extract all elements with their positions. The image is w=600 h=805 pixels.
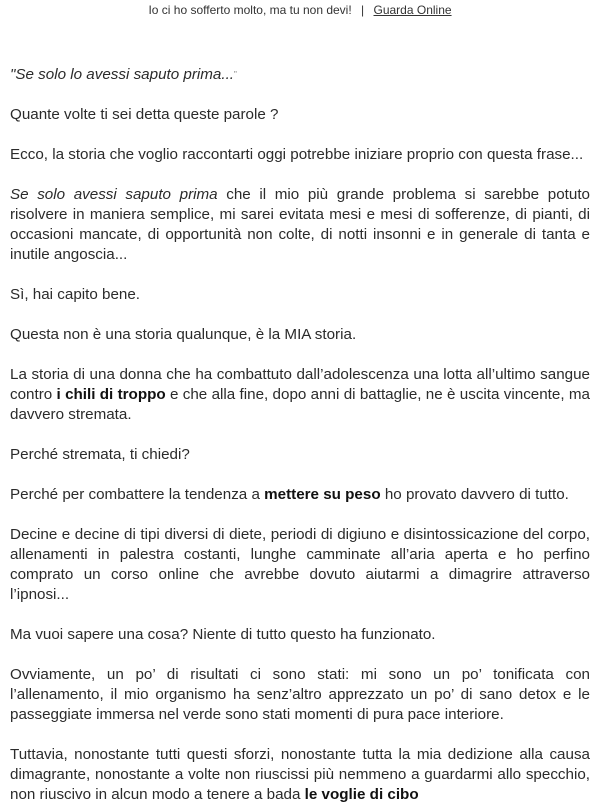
paragraph-if-only — [10, 185, 590, 265]
paragraph-my-story: Questa non è una storia qualunque, è la MIA storia. — [10, 326, 357, 343]
woman-story-part-1: La storia di una donna che ha combattuto dall’adolescenza una lotta all’ultimo sangue contro — [10, 366, 590, 403]
opening-quote — [10, 65, 590, 85]
paragraph-why-exhausted: Perché stremata, ti chiedi? — [10, 446, 190, 463]
paragraph-woman-story — [10, 365, 590, 425]
opening-quote-text: "Se solo lo avessi saputo prima... — [10, 66, 235, 83]
extra-kilos-bold: i chili di troppo — [56, 386, 166, 403]
despite-part-1: Tuttavia, nonostante tutti questi sforzi, nonostante tutta la mia dedizione alla causa dimagrante, nonostante a volte non riuscissi più nemmeno a guardarmi allo specchio, non riuscivo in alcun modo a tenere a bada — [10, 746, 590, 803]
paragraph-intro: Ecco, la storia che voglio raccontarti oggi potrebbe iniziare proprio con questa frase... — [10, 146, 584, 163]
if-only-emphasis: Se solo avessi saputo prima — [10, 186, 218, 203]
gain-weight-bold: mettere su peso — [264, 486, 381, 503]
paragraph-nothing-worked: Ma vuoi sapere una cosa? Niente di tutto questo ha funzionato. — [10, 626, 436, 643]
paragraph-understood: Sì, hai capito bene. — [10, 286, 141, 303]
paragraph-despite-efforts — [10, 745, 590, 805]
tried-part-1: Perché per combattere la tendenza a — [10, 486, 265, 503]
view-online-link[interactable]: Guarda Online — [373, 3, 452, 17]
paragraph-question: Quante volte ti sei detta queste parole ? — [10, 106, 279, 123]
opening-quote-mark: " — [234, 70, 237, 79]
paragraph-some-results: Ovviamente, un po’ di risultati ci sono stati: mi sono un po’ tonificata con l’allenamento, il mio organismo ha senz’altro apprezzato un po’ di sano detox e le passeggiate immersa nel verde sono stati momenti di pura pace interiore. — [10, 666, 590, 723]
woman-story-part-2: e che alla fine, dopo anni di battaglie, ne è uscita vincente, ma davvero stremata. — [10, 386, 590, 423]
tried-part-2: ho provato davvero di tutto. — [380, 486, 569, 503]
preheader-bar — [0, 0, 600, 22]
food-cravings-bold: le voglie di cibo — [304, 786, 419, 803]
paragraph-diets-list: Decine e decine di tipi diversi di diete, periodi di digiuno e disintossicazione del corpo, allenamenti in palestra costanti, lunghe camminate all’aria aperta e ho perfino comprato un corso online che avrebbe dovuto aiutarmi a dimagrire attraverso l’ipnosi... — [10, 526, 590, 603]
if-only-rest: che il mio più grande problema si sarebbe potuto risolvere in maniera semplice, mi sarei evitata mesi e mesi di sofferenze, di pianti, di occasioni mancate, di opportunità non colte, di notti insonni e in generale di tanta e inutile angoscia... — [10, 186, 590, 263]
paragraph-tried-everything — [10, 485, 590, 505]
preheader-separator: | — [361, 3, 365, 17]
preheader-tagline: Io ci ho sofferto molto, ma tu non devi! — [148, 3, 352, 17]
article-body — [0, 22, 600, 805]
